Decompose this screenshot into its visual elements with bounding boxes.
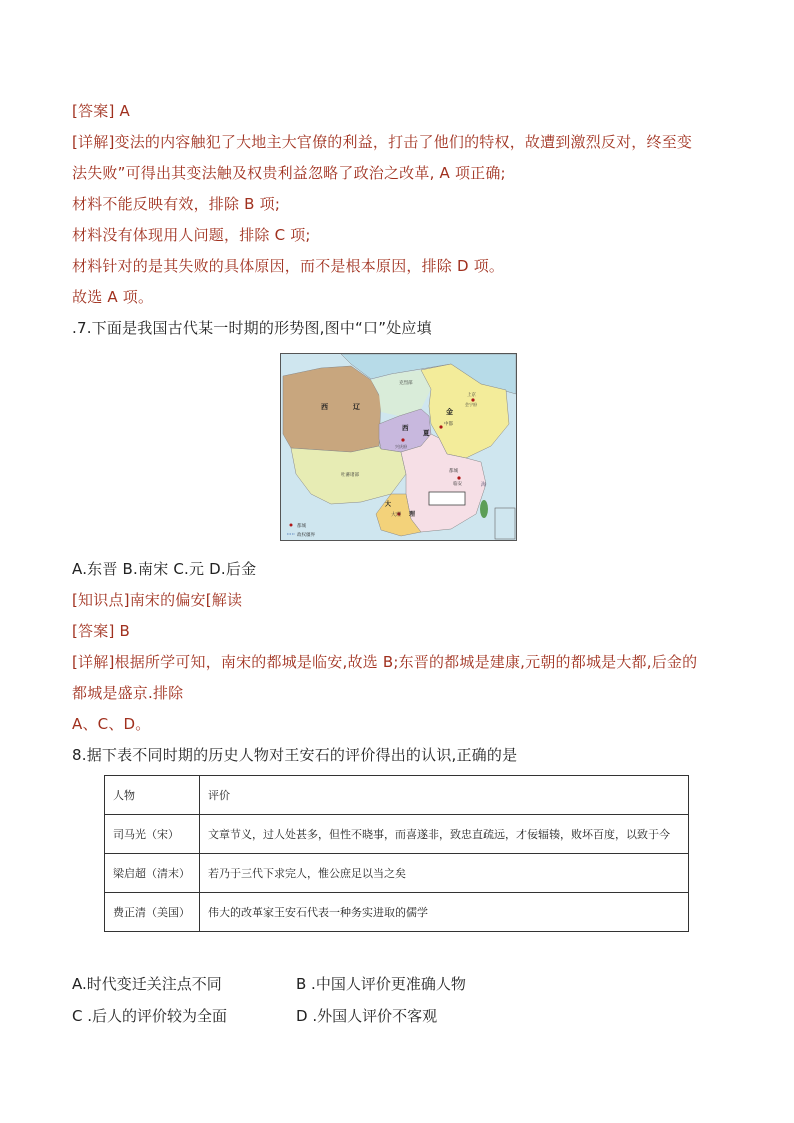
table-cell-evaluation: 伟大的改革家王安石代表一种务实进取的儒学 xyxy=(200,893,689,932)
region-western-liao xyxy=(283,366,381,452)
q7-options: A.东晋 B.南宋 C.元 D.后金 xyxy=(72,560,257,578)
q7-detail-line-3: A、C、D。 xyxy=(72,715,151,733)
legend-border: 政权疆界 xyxy=(297,533,315,538)
label-xixia-1: 西 xyxy=(402,424,409,432)
label-sea: 海 xyxy=(481,482,487,488)
q6-detail-line-2: 法失败”可得出其变法触及权贵利益忽略了政治之改革, A 项正确; xyxy=(72,164,506,182)
q8-option-b: B .中国人评价更准确人物 xyxy=(296,975,466,993)
capital-dot-xingqing xyxy=(401,438,404,441)
q8-option-a: A.时代变迁关注点不同 xyxy=(72,975,222,993)
label-zhongdu: 中都 xyxy=(444,422,453,427)
q7-detail-line-1: [详解]根据所学可知，南宋的都城是临安,故选 B;东晋的都城是建康,元朝的都城是大都,后金的 xyxy=(72,653,698,671)
label-dali-3: 理 xyxy=(409,511,416,518)
table-cell-evaluation: 文章节义，过人处甚多，但性不晓事，而喜遂非，致忠直疏远，才佞辐辏，败坏百度，以致于今 xyxy=(200,815,689,854)
table-row xyxy=(105,815,689,854)
table-header-evaluation: 评价 xyxy=(200,776,689,815)
table-row xyxy=(105,893,689,932)
evaluation-table xyxy=(104,775,689,932)
label-xiliao-2: 辽 xyxy=(353,403,360,411)
south-sea-inset xyxy=(495,508,515,539)
legend-capital: 都城 xyxy=(297,524,306,529)
blank-answer-box xyxy=(429,492,465,505)
label-dali-2: 大理 xyxy=(391,512,402,518)
capital-dot-linan xyxy=(457,476,460,479)
q7-answer: [答案] B xyxy=(72,622,130,640)
table-header-row xyxy=(105,776,689,815)
label-kelie: 克烈部 xyxy=(399,381,413,386)
q7-question: .7.下面是我国古代某一时期的形势图,图中“口”处应填 xyxy=(72,319,432,337)
label-xixia-2: 夏 xyxy=(423,429,430,437)
q6-exclude-d: 材料针对的是其失败的具体原因，而不是根本原因，排除 D 项。 xyxy=(72,257,505,275)
q8-option-d: D .外国人评价不客观 xyxy=(296,1007,438,1025)
table-cell-person: 费正清（美国） xyxy=(105,893,200,932)
capital-dot-zhongdu xyxy=(439,425,442,428)
map-svg xyxy=(281,354,516,540)
label-xingqing: 兴庆府 xyxy=(395,444,407,449)
q6-detail-line-1: [详解]变法的内容触犯了大地主大官僚的利益，打击了他们的特权，故遭到激烈反对，终至变 xyxy=(72,133,693,151)
q7-knowledge-point: [知识点]南宋的偏安[解读 xyxy=(72,591,243,609)
q8-option-c: C .后人的评价较为全面 xyxy=(72,1007,228,1025)
table-cell-person: 梁启超（清末） xyxy=(105,854,200,893)
q6-exclude-b: 材料不能反映有效，排除 B 项; xyxy=(72,195,281,213)
label-shangjing: 上京 xyxy=(467,393,476,398)
q6-exclude-c: 材料没有体现用人问题，排除 C 项; xyxy=(72,226,311,244)
q7-detail-line-2: 都城是盛京.排除 xyxy=(72,684,184,702)
taiwan-island xyxy=(480,500,488,518)
label-ducheng: 都城 xyxy=(449,469,458,474)
table-cell-evaluation: 若乃于三代下求完人，惟公庶足以当之矣 xyxy=(200,854,689,893)
q6-conclusion: 故选 A 项。 xyxy=(72,288,154,306)
label-jin: 金 xyxy=(446,408,453,416)
label-tubo: 吐蕃诸部 xyxy=(341,473,359,478)
table-header-person: 人物 xyxy=(105,776,200,815)
legend-capital-dot xyxy=(290,524,293,527)
historical-map xyxy=(280,353,517,541)
q8-question: 8.据下表不同时期的历史人物对王安石的评价得出的认识,正确的是 xyxy=(72,746,518,764)
q6-answer: [答案] A xyxy=(72,102,130,120)
label-dali-1: 大 xyxy=(385,501,392,508)
label-xiliao-1: 西 xyxy=(321,403,328,411)
label-huining: 会宁府 xyxy=(465,402,477,407)
label-linan: 临安 xyxy=(453,482,462,487)
table-row xyxy=(105,854,689,893)
table-cell-person: 司马光（宋） xyxy=(105,815,200,854)
